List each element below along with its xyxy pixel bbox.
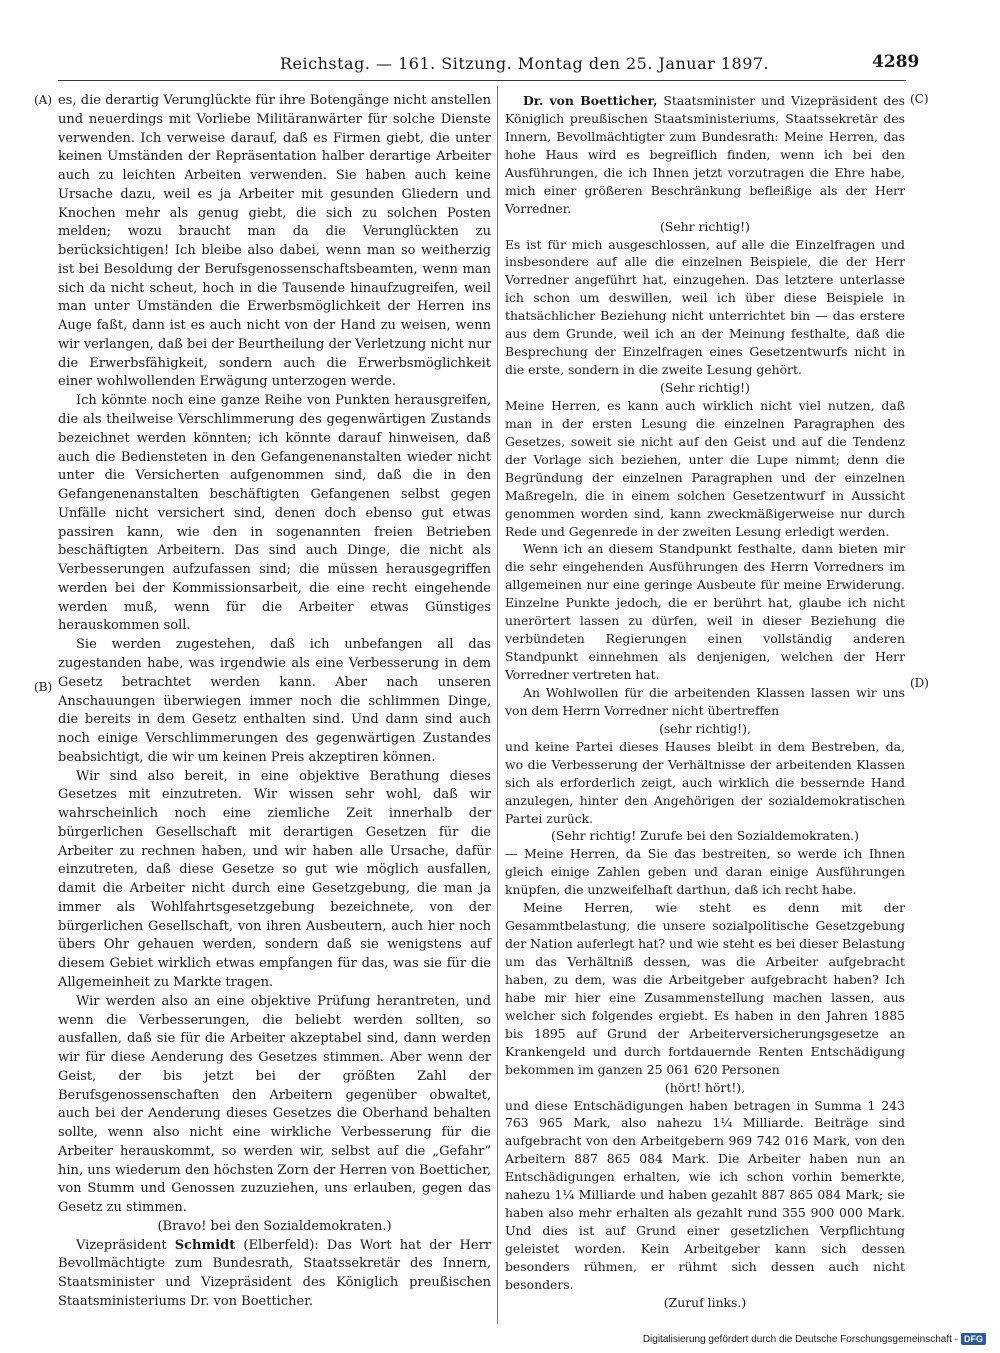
speaker-name: von Boetticher, <box>549 93 658 108</box>
page-number: 4289 <box>872 52 920 72</box>
margin-marker-b: (B) <box>34 680 53 694</box>
interjection: (sehr richtig!), <box>659 720 751 736</box>
interjection: (Sehr richtig!) <box>660 218 750 234</box>
speaker-role: Vizepräsident <box>76 1237 167 1253</box>
left-column <box>58 92 491 1312</box>
paragraph: und diese Entschädigungen haben betragen in Summa 1 243 763 965 Mark, also nahezu 1¼ Milliarde. Beiträge sind aufgebracht von den Arbeitgebern 969 742 016 Mark, von den Arbeitern 887 865 084 Mark. Die Arbeiter haben nun an Entschädigungen erhalten, wie ich schon vorhin bemerkte, nahezu 1¼ Milliarde und haben gezahlt 887 865 084 Mark; sie haben also mehr erhalten als gezahlt rund 355 900 000 Mark. Und dies ist auf Grund einer gesetzlichen Verpflichtung geleistet worden. Kein Arbeitgeber kann sich dessen besonders rühmen, er rühmt sich dessen auch nicht besonders. <box>505 1097 905 1292</box>
margin-marker-c: (C) <box>910 92 929 106</box>
speaker-text: Staatsminister und Vizepräsident des Königlich preußischen Staatsministeriums, Staatssekretär des Innern, Bevollmächtigter zum Bundesrath: Meine Herren, das hohe Haus wird es begreiflich finden, wenn ich bei den Ausführungen, die ich Ihnen jetzt vorzutragen die Ehre habe, mich einer größeren Beschränkung befleißige als der Herr Vorredner. <box>505 93 905 216</box>
interjection: (hört! hört!), <box>664 1079 746 1095</box>
interjection: (Sehr richtig!) <box>660 380 750 395</box>
speaker-paragraph <box>58 1237 491 1312</box>
header-rule <box>58 80 906 81</box>
speaker-text: (Elberfeld): Das Wort hat der Herr Bevollmächtigte zum Bundesrath, Staatssekretär des Innern, Staatsminister und Vizepräsident des Königlich preußischen Staatsministeriums Dr. von Boetticher. <box>58 1237 491 1309</box>
paragraph: Ich könnte noch eine ganze Reihe von Punkten herausgreifen, die als theilweise Verschlimmerung des gegenwärtigen Zustands bezeichnet werden könnten; ich könnte darauf hinweisen, daß auch die Bediensteten in den Gefangenenanstalten wieder nicht unter die Versicherten aufgenommen sind, daß die in den Gefangenenanstalten beschäftigten Gefangenen selbst gegen Unfälle nicht versichert sind, denen doch ebenso gut etwas passiren kann, wie den in sogenannten freien Betrieben beschäftigten Arbeitern. Das sind auch Dinge, die nicht als Verbesserungen aufzufassen sind; die müssen herausgegriffen werden bei der Kommissionsarbeit, die eine recht eingehende werden muß, wenn für die Arbeiter etwas Günstiges herauskommen soll. <box>58 393 491 634</box>
interjection: (Bravo! bei den Sozialdemokraten.) <box>157 1218 392 1234</box>
paragraph: Es ist für mich ausgeschlossen, auf alle die Einzelfragen und insbesondere auf alle die einzelnen Beispiele, die der Herr Vorredner angeführt hat, einzugehen. Das letztere unterlasse ich schon um deswillen, weil ich über diese Beispiele in thatsächlicher Beziehung nicht unterrichtet bin — das erstere aus dem Grunde, weil ich an der Meinung festhalte, daß die Besprechung der Einzelfragen eines Gesetzentwurfs nicht in die erste, sondern in die zweite Lesung gehört. <box>505 236 905 378</box>
paragraph: Sie werden zugestehen, daß ich unbefangen all das zugestanden habe, was irgendwie als eine Verbesserung in dem Gesetz betrachtet werden kann. Aber nach unseren Anschauungen überwiegen immer noch die schlimmen Dinge, die bereits in dem Gesetz enthalten sind. Und dann sind auch noch einige Verschlimmerungen des gegenwärtigen Zustandes beabsichtigt, die wir um keinen Preis akzeptiren können. <box>58 637 491 765</box>
paragraph: — Meine Herren, da Sie das bestreiten, so werde ich Ihnen gleich einige Zahlen geben und daran einige Ausführungen knüpfen, die unzweifelhaft darthun, daß ich recht habe. <box>505 846 905 898</box>
page-header <box>0 50 1000 74</box>
paragraph: es, die derartig Verunglückte für ihre Botengänge nicht anstellen und neuerdings mit Vorliebe Militäranwärter für solche Dienste verwenden. Ich verweise darauf, daß es Firmen giebt, die unter keinen Umständen der Repräsentation halber derartige Arbeiter auch zu leichten Arbeiten verwenden. Sie haben auch keine Ursache dazu, weil es ja Arbeiter mit gesunden Gliedern und Knochen mehr als genug giebt, die sich zu solchen Posten melden; wozu braucht man da die Verunglückten zu berücksichtigen! Ich bleibe also dabei, wenn man so weitherzig ist bei Besoldung der Berufsgenossenschaftsbeamten, wenn man sich da nicht scheut, hoch in die Tausende hinaufzugreifen, weil man unter Umständen die Erwerbsmöglichkeit der Herren ins Auge faßt, dann ist es auch nicht von der Hand zu weisen, wenn wir verlangen, daß bei der Beurtheilung der Verletzung nicht nur die Erwerbsfähigkeit, sondern auch die Erwerbsmöglichkeit einer wohlwollenden Erwägung unterzogen werde. <box>58 93 491 390</box>
paragraph: Wir werden also an eine objektive Prüfung herantreten, und wenn die Verbesserungen, die beliebt werden sollten, so ausfallen, daß sie für die Arbeiter akzeptabel sind, dann werden wir für diese Aenderung des Gesetzes stimmen. Aber wenn der Geist, der bis jetzt bei der größten Zahl der Berufsgenossenschaften den Arbeitern gegenüber obwaltet, auch bei der Aenderung dieses Gesetzes die Oberhand behalten sollte, wenn also nicht eine wirkliche Verbesserung für die Arbeiter herauskommt, so werden wir, selbst auf die „Gefahr“ hin, uns wiederum den höchsten Zorn der Herren von Boetticher, von Stumm und Genossen zuzuziehen, uns erlauben, gegen das Gesetz zu stimmen. <box>58 993 491 1216</box>
footer-text: Digitalisierung gefördert durch die Deutsche Forschungsgemeinschaft - <box>642 1333 958 1345</box>
paragraph: Wenn ich an diesem Standpunkt festhalte, dann bieten mir die sehr eingehenden Ausführungen des Herrn Vorredners im allgemeinen nur eine geringe Ausbeute für meine Erwiderung. Einzelne Punkte jedoch, die er berührt hat, glaube ich nicht unerörtert lassen zu dürfen, weil in dieser Beziehung die verbündeten Regierungen einen vollständig anderen Standpunkt einnehmen als denjenigen, welchen der Herr Vorredner vertreten hat. <box>505 541 905 682</box>
paragraph: Wir sind also bereit, in eine objektive Berathung dieses Gesetzes mit einzutreten. Wir wissen sehr wohl, daß wir wahrscheinlich noch eine ziemliche Zeit innerhalb der bürgerlichen Gesellschaft mit derartigen Gesetzen für die Arbeiter zu rechnen haben, und wir haben alle Ursache, dafür einzutreten, daß diese Gesetze so gut wie möglich ausfallen, damit die Arbeiter nicht durch eine Gesetzgebung, die man ja immer als Wohlfahrtsgesetzgebung bezeichnete, von der bürgerlichen Gesellschaft, von ihren Ausbeutern, auch hier noch übers Ohr gehauen werden, sondern daß sie wenigstens auf diesem Gebiet wirklich etwas empfangen für das, was sie für die Allgemeinheit zu Markte tragen. <box>58 768 491 990</box>
margin-marker-a: (A) <box>34 93 53 107</box>
digitization-footer <box>643 1333 986 1345</box>
interjection: (Sehr richtig! Zurufe bei den Sozialdemokraten.) <box>551 828 859 844</box>
speaker-name: Schmidt <box>174 1237 236 1253</box>
margin-marker-d: (D) <box>910 676 929 690</box>
speaker-title: Dr. <box>523 93 544 108</box>
paragraph: An Wohlwollen für die arbeitenden Klassen lassen wir uns von dem Herrn Vorredner nicht übertreffen <box>505 684 905 718</box>
interjection: (Zuruf links.) <box>663 1294 747 1310</box>
right-column <box>505 92 905 1312</box>
paragraph: und keine Partei dieses Hauses bleibt in dem Bestreben, da, wo die Verbesserung der Verhältnisse der arbeitenden Klassen sich als erforderlich zeigt, auch wirklich die bessernde Hand anzulegen, hinter den Angehörigen der sozialdemokratischen Partei zurück. <box>505 738 905 826</box>
speaker-paragraph <box>505 92 905 218</box>
paragraph: Meine Herren, wie steht es denn mit der Gesammtbelastung, die unsere sozialpolitische Gesetzgebung der Nation auferlegt hat? und wie steht es bei dieser Belastung um das Verhältniß dessen, was die Arbeiter aufgebracht haben, zu dem, was die Arbeitgeber aufgebracht haben? Ich habe mir hier eine Zusammenstellung machen lassen, aus welcher sich folgendes ergiebt. Es haben in den Jahren 1885 bis 1895 auf Grund der Arbeiterversicherungsgesetze an Krankengeld und durch fortdauernde Renten Entschädigung bekommen im ganzen 25 061 620 Personen <box>505 900 905 1077</box>
dfg-logo: DFG <box>961 1333 986 1345</box>
column-divider <box>497 86 498 1324</box>
paragraph: Meine Herren, es kann auch wirklich nicht viel nutzen, daß man in der ersten Lesung die einzelnen Paragraphen des Gesetzes, soweit sie nicht auf den Geist und auf die Tendenz der Vorlage sich beziehen, unter die Lupe nimmt; denn die Begründung der einzelnen Paragraphen und der einzelnen Maßregeln, die in einem solchen Gesetzentwurf in Aussicht genommen worden sind, kann zweckmäßigerweise nur durch Rede und Gegenrede in der zweiten Lesung erledigt werden. <box>505 397 905 539</box>
running-title: Reichstag. — 161. Sitzung. Montag den 25. Januar 1897. <box>280 54 770 73</box>
